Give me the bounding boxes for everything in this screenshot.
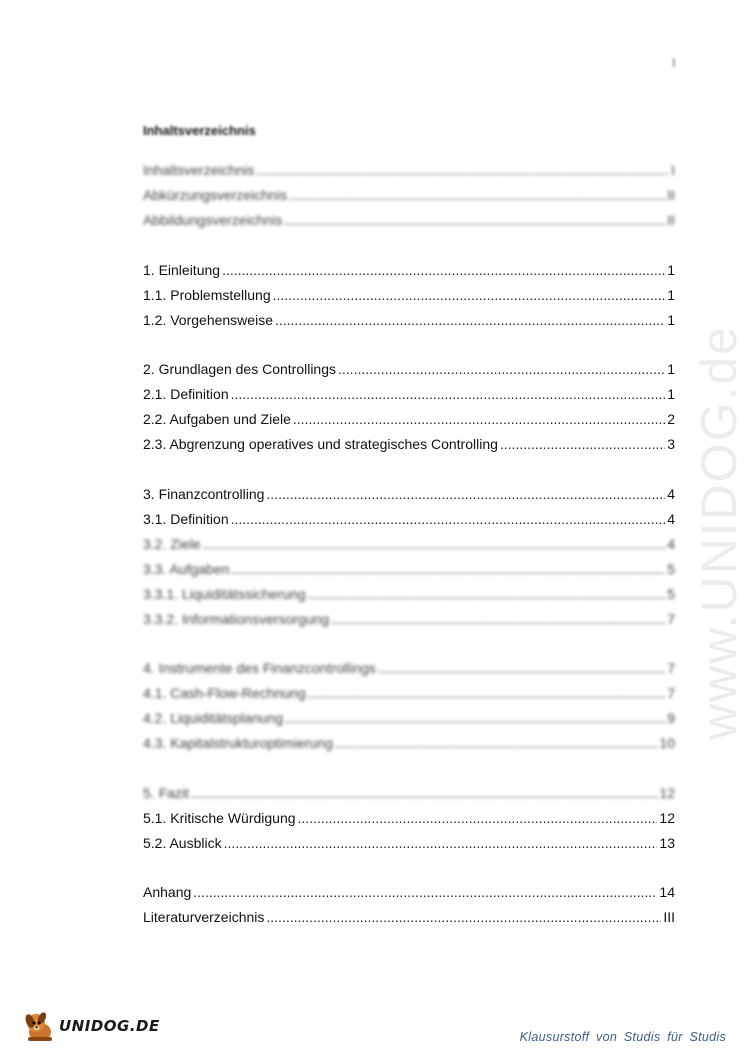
toc-entry-title: 4.1. Cash-Flow-Rechnung (143, 685, 306, 701)
toc-entry-title: 1.1. Problemstellung (143, 286, 271, 303)
toc-entry-page: 7 (667, 685, 675, 701)
toc-leader-dots (293, 411, 665, 428)
toc-entry-page: 1 (667, 386, 675, 402)
toc-entry-page: 12 (659, 784, 675, 801)
toc-group (143, 777, 675, 852)
toc-entry-page: 1 (667, 361, 675, 377)
toc-leader-dots (203, 536, 666, 553)
unidog-logo (22, 1008, 160, 1044)
toc-entry-page: 7 (667, 660, 675, 676)
toc-leader-dots (266, 486, 665, 503)
logo-text: UNIDOG.DE (59, 1017, 160, 1035)
toc-leader-dots (231, 561, 665, 578)
toc-entry-page: 1 (667, 261, 675, 278)
toc-entry-page: III (663, 909, 675, 925)
toc-entry[interactable] (143, 204, 675, 229)
toc-entry-page: 9 (667, 710, 675, 726)
toc-entry[interactable] (143, 503, 675, 528)
page-number: I (672, 55, 676, 70)
toc-leader-dots (222, 262, 665, 279)
toc-entry[interactable] (143, 827, 675, 852)
toc-entry-title: 4. Instrumente des Finanzcontrollings (143, 660, 376, 676)
toc-group (143, 353, 675, 453)
toc-entry-title: 2.1. Definition (143, 386, 229, 402)
toc-entry-title: 3.3. Aufgaben (143, 560, 230, 577)
toc-entry[interactable] (143, 702, 675, 727)
toc-entry-page: I (671, 162, 675, 178)
toc-entry-title: Literaturverzeichnis (143, 909, 265, 925)
toc-entry-page: 13 (659, 834, 675, 851)
toc-entry[interactable] (143, 603, 675, 628)
toc-entry-title: 2.2. Aufgaben und Ziele (143, 411, 291, 427)
toc-leader-dots (500, 436, 665, 453)
toc-entry[interactable] (143, 403, 675, 428)
toc-leader-dots (285, 710, 665, 727)
toc-entry[interactable] (143, 727, 675, 752)
toc-entry-title: Abbildungsverzeichnis (143, 212, 283, 228)
toc-entry-title: Anhang (143, 884, 192, 900)
toc-entry-title: 4.3. Kapitalstrukturoptimierung (143, 735, 333, 751)
table-of-contents (143, 154, 675, 951)
toc-entry-title: 1. Einleitung (143, 261, 221, 278)
toc-entry[interactable] (143, 279, 675, 304)
toc-heading: Inhaltsverzeichnis (143, 123, 256, 138)
toc-entry[interactable] (143, 876, 675, 901)
toc-leader-dots (308, 685, 666, 702)
toc-entry-page: 1 (667, 311, 675, 328)
toc-entry[interactable] (143, 528, 675, 553)
toc-entry-page: 2 (667, 411, 675, 427)
toc-leader-dots (231, 511, 666, 528)
toc-entry-page: 5 (667, 585, 675, 602)
toc-entry[interactable] (143, 677, 675, 702)
toc-entry-title: Inhaltsverzeichnis (143, 162, 255, 178)
toc-entry[interactable] (143, 179, 675, 204)
toc-entry-title: 3.2. Ziele (143, 535, 201, 552)
toc-entry[interactable] (143, 353, 675, 378)
toc-leader-dots (308, 586, 666, 603)
toc-entry-title: 3.1. Definition (143, 510, 229, 527)
toc-entry[interactable] (143, 254, 675, 279)
toc-entry-page: 4 (667, 485, 675, 502)
toc-entry-title: 4.2. Liquiditätsplanung (143, 710, 284, 726)
toc-entry[interactable] (143, 378, 675, 403)
toc-entry[interactable] (143, 304, 675, 329)
toc-leader-dots (273, 287, 666, 304)
toc-leader-dots (191, 785, 658, 802)
footer-slogan: Klausurstoff von Studis für Studis (519, 1030, 726, 1044)
toc-entry[interactable] (143, 802, 675, 827)
toc-entry-page: II (667, 212, 675, 228)
toc-group (143, 652, 675, 752)
toc-entry-title: 3. Finanzcontrolling (143, 485, 265, 502)
dog-mascot-icon (22, 1008, 58, 1044)
toc-entry-page: 3 (667, 436, 675, 452)
toc-entry[interactable] (143, 652, 675, 677)
toc-leader-dots (231, 386, 666, 403)
toc-group (143, 876, 675, 926)
toc-entry-page: 14 (659, 884, 675, 900)
toc-leader-dots (275, 312, 665, 329)
toc-entry-page: 7 (667, 610, 675, 627)
toc-leader-dots (335, 735, 658, 752)
toc-entry[interactable] (143, 553, 675, 578)
toc-leader-dots (224, 835, 658, 852)
toc-leader-dots (284, 212, 665, 229)
toc-entry-title: 3.3.1. Liquiditätssicherung (143, 585, 306, 602)
toc-entry-title: 1.2. Vorgehensweise (143, 311, 273, 328)
toc-leader-dots (338, 361, 665, 378)
toc-entry[interactable] (143, 901, 675, 926)
toc-entry-title: 3.3.2. Informationsversorgung (143, 610, 329, 627)
toc-entry-page: 4 (667, 535, 675, 552)
toc-entry[interactable] (143, 578, 675, 603)
toc-entry[interactable] (143, 154, 675, 179)
toc-entry[interactable] (143, 428, 675, 453)
toc-leader-dots (378, 660, 666, 677)
toc-entry-title: 5.1. Kritische Würdigung (143, 809, 296, 826)
toc-entry-page: 10 (659, 735, 675, 751)
toc-leader-dots (331, 611, 665, 628)
toc-leader-dots (256, 162, 669, 179)
toc-entry-title: 5. Fazit (143, 784, 189, 801)
toc-entry-title: 5.2. Ausblick (143, 834, 222, 851)
toc-entry[interactable] (143, 777, 675, 802)
toc-leader-dots (193, 884, 657, 901)
toc-group (143, 478, 675, 628)
toc-entry-page: 5 (667, 560, 675, 577)
toc-entry-page: 12 (659, 809, 675, 826)
toc-entry-title: 2. Grundlagen des Controllings (143, 361, 337, 377)
toc-entry[interactable] (143, 478, 675, 503)
toc-group (143, 254, 675, 329)
toc-group (143, 154, 675, 229)
toc-entry-title: Abkürzungsverzeichnis (143, 187, 287, 203)
toc-leader-dots (266, 909, 661, 926)
toc-entry-page: 4 (667, 510, 675, 527)
toc-entry-title: 2.3. Abgrenzung operatives und strategisches Controlling (143, 436, 498, 452)
toc-leader-dots (289, 187, 665, 204)
toc-leader-dots (298, 810, 658, 827)
toc-entry-page: 1 (667, 286, 675, 303)
watermark: www.UNIDOG.de (691, 325, 747, 740)
toc-entry-page: II (667, 187, 675, 203)
